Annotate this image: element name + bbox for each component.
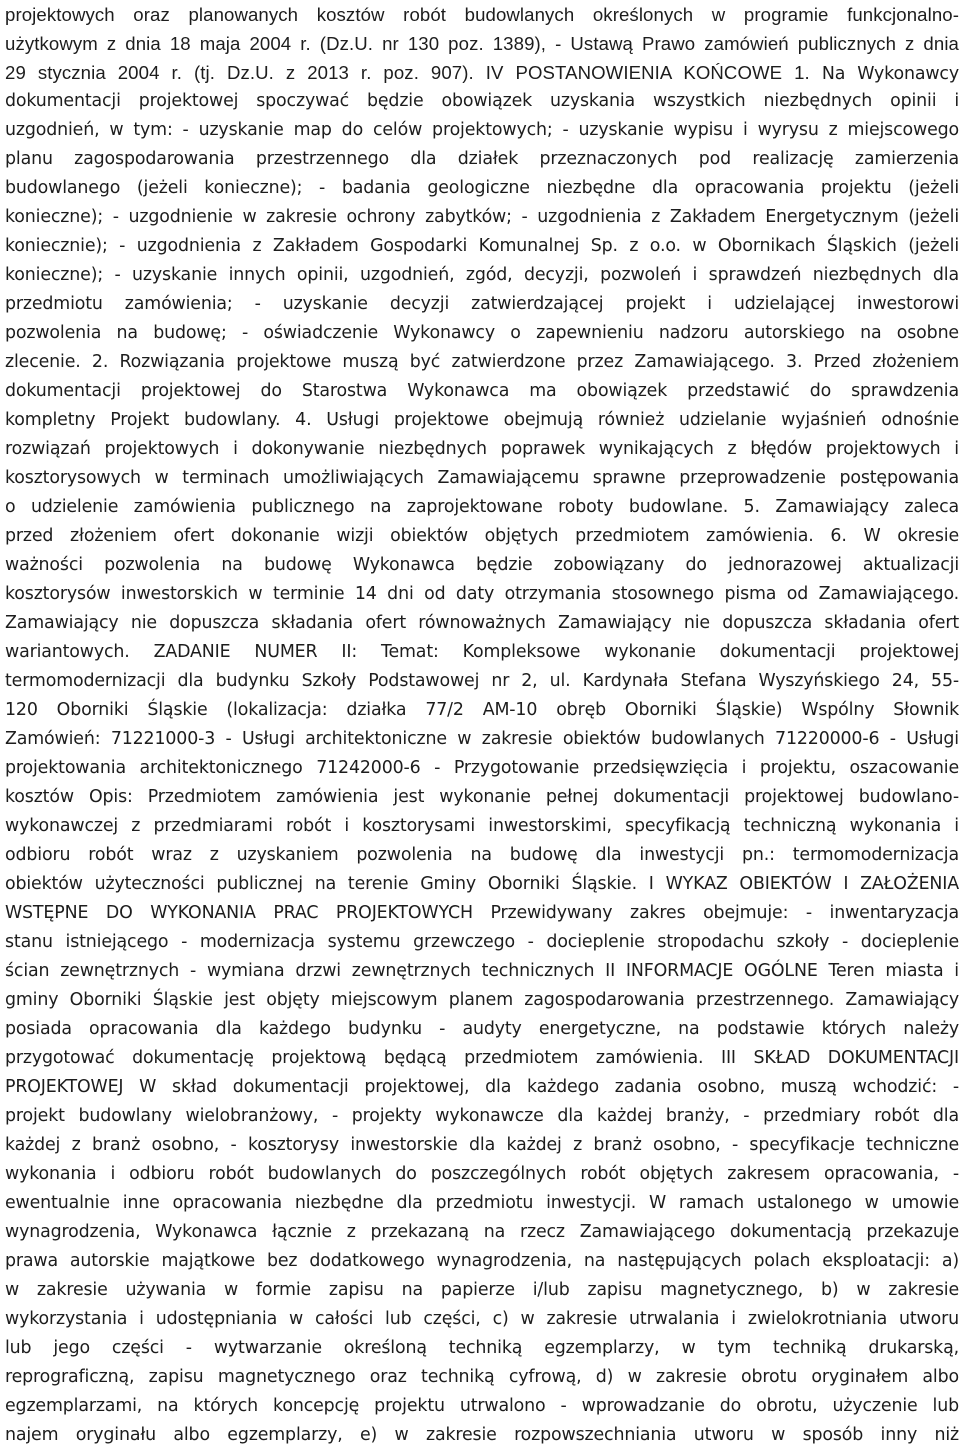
text-line: kosztów Opis: Przedmiotem zamówienia jest wykonanie pełnej dokumentacji projektowej budowlano- bbox=[5, 787, 959, 807]
text-line: egzemplarzami, na których koncepcję projektu utrwalono - wprowadzanie do obrotu, użyczenie lub bbox=[5, 1396, 959, 1416]
document-page bbox=[5, 0, 959, 1450]
text-line: projektowych oraz planowanych kosztów robót budowlanych określonych w programie funkcjonalno- bbox=[5, 4, 959, 25]
text-line: kosztorysów inwestorskich w terminie 14 dni od daty otrzymania stosownego pisma od Zamawiającego. bbox=[5, 584, 959, 604]
text-line: najem oryginału albo egzemplarzy, e) w zakresie rozpowszechniania utworu w sposób inny niż bbox=[5, 1425, 959, 1445]
text-line: przed złożeniem ofert dokonanie wizji obiektów objętych przedmiotem zamówienia. 6. W okresie bbox=[5, 526, 959, 546]
text-line: zlecenie. 2. Rozwiązania projektowe muszą być zatwierdzone przez Zamawiającego. 3. Przed złożeniem bbox=[5, 352, 959, 372]
text-line: wykonania i odbioru robót budowlanych do poszczególnych robót objętych zakresem opracowania, - bbox=[5, 1164, 959, 1184]
text-line: pozwolenia na budowę; - oświadczenie Wykonawcy o zapewnieniu nadzoru autorskiego na osobne bbox=[5, 323, 959, 343]
text-line: odbioru robót wraz z uzyskaniem pozwolenia na budowę dla inwestycji pn.: termomodernizacja bbox=[5, 845, 959, 865]
text-line: wynagrodzenia, Wykonawca łącznie z przekazaną na rzecz Zamawiającego dokumentacją przekazuje bbox=[5, 1222, 959, 1242]
text-line: konieczne); - uzyskanie innych opinii, uzgodnień, zgód, decyzji, pozwoleń i sprawdzeń niezbędnych dla bbox=[5, 265, 959, 285]
text-line: obiektów użyteczności publicznej na terenie Gminy Oborniki Śląskie. I WYKAZ OBIEKTÓW I ZAŁOŻENIA bbox=[5, 874, 959, 894]
text-line: koniecznie); - uzgodnienia z Zakładem Gospodarki Komunalnej Sp. z o.o. w Obornikach Śląskich (jeżeli bbox=[5, 236, 959, 256]
text-segment: 29 stycznia 2004 r. (tj. Dz.U. z 2013 r. poz. 907). IV POSTANOWIENIA KOŃCOWE 1. bbox=[5, 62, 810, 83]
text-line: w zakresie używania w formie zapisu na papierze i/lub zapisu magnetycznego, b) w zakresie bbox=[5, 1280, 959, 1300]
text-line: kosztorysowych w terminach umożliwiających Zamawiającemu sprawne przeprowadzenie postępowania bbox=[5, 468, 959, 488]
text-line: stanu istniejącego - modernizacja systemu grzewczego - docieplenie stropodachu szkoły - docieplenie bbox=[5, 932, 959, 952]
text-line: posiada opracowania dla każdego budynku - audyty energetyczne, na podstawie których należy bbox=[5, 1019, 959, 1039]
text-line: wykorzystania i udostępniania w całości lub części, c) w zakresie utrwalania i zwielokrotniania utworu bbox=[5, 1309, 959, 1329]
text-line: termomodernizacji dla budynku Szkoły Podstawowej nr 2, ul. Kardynała Stefana Wyszyńskiego 24, 55- bbox=[5, 671, 959, 691]
text-line: konieczne); - uzgodnienie w zakresie ochrony zabytków; - uzgodnienia z Zakładem Energetycznym (jeżeli bbox=[5, 207, 959, 227]
text-line: uzgodnień, w tym: - uzyskanie map do celów projektowych; - uzyskanie wypisu i wyrysu z miejscowego bbox=[5, 120, 959, 140]
text-line: ścian zewnętrznych - wymiana drzwi zewnętrznych technicznych II INFORMACJE OGÓLNE Teren miasta i bbox=[5, 961, 959, 981]
text-line: projekt budowlany wielobranżowy, - projekty wykonawcze dla każdej branży, - przedmiary robót dla bbox=[5, 1106, 959, 1126]
text-line: ważności pozwolenia na budowę Wykonawca będzie zobowiązany do jednorazowej aktualizacji bbox=[5, 555, 959, 575]
text-line: WSTĘPNE DO WYKONANIA PRAC PROJEKTOWYCH Przewidywany zakres obejmuje: - inwentaryzacja bbox=[5, 903, 959, 923]
text-line: reprograficzną, zapisu magnetycznego oraz techniką cyfrową, d) w zakresie obrotu oryginałem albo bbox=[5, 1367, 959, 1387]
text-line: Zamawiający nie dopuszcza składania ofert równoważnych Zamawiający nie dopuszcza składania ofert bbox=[5, 613, 959, 633]
text-line: budowlanego (jeżeli konieczne); - badania geologiczne niezbędne dla opracowania projektu (jeżeli bbox=[5, 178, 959, 198]
text-line: użytkowym z dnia 18 maja 2004 r. (Dz.U. nr 130 poz. 1389), - Ustawą Prawo zamówień publicznych z dnia bbox=[5, 33, 959, 54]
text-line: Zamówień: 71221000-3 - Usługi architektoniczne w zakresie obiektów budowlanych 71220000-6 - Usługi bbox=[5, 729, 959, 749]
text-line: planu zagospodarowania przestrzennego dla działek przeznaczonych pod realizację zamierzenia bbox=[5, 149, 959, 169]
text-line: prawa autorskie majątkowe bez dodatkowego wynagrodzenia, na następujących polach eksploatacji: a) bbox=[5, 1251, 959, 1271]
text-line: przedmiotu zamówienia; - uzyskanie decyzji zatwierdzającej projekt i udzielającej inwestorowi bbox=[5, 294, 959, 314]
text-line: rozwiązań projektowych i dokonywanie niezbędnych poprawek wynikających z błędów projektowych i bbox=[5, 439, 959, 459]
text-line: każdej z branż osobno, - kosztorysy inwestorskie dla każdej z branż osobno, - specyfikacje techniczne bbox=[5, 1135, 959, 1155]
text-line: przygotować dokumentację projektową będącą przedmiotem zamówienia. III SKŁAD DOKUMENTACJI bbox=[5, 1048, 959, 1068]
text-line: gminy Oborniki Śląskie jest objęty miejscowym planem zagospodarowania przestrzennego. Zamawiający bbox=[5, 990, 959, 1010]
text-line: kompletny Projekt budowlany. 4. Usługi projektowe obejmują również udzielanie wyjaśnień odnośnie bbox=[5, 410, 959, 430]
text-line: dokumentacji projektowej do Starostwa Wykonawca ma obowiązek przedstawić do sprawdzenia bbox=[5, 381, 959, 401]
text-line: 120 Oborniki Śląskie (lokalizacja: działka 77/2 AM-10 obręb Oborniki Śląskie) Wspólny Słownik bbox=[5, 700, 959, 720]
text-line-mixed bbox=[5, 58, 959, 87]
text-line: wykonawczej z przedmiarami robót i kosztorysami inwestorskimi, specyfikacją techniczną wykonania i bbox=[5, 816, 959, 836]
text-line: projektowania architektonicznego 71242000-6 - Przygotowanie przedsięwzięcia i projektu, oszacowanie bbox=[5, 758, 959, 778]
text-line: lub jego części - wytwarzanie określoną techniką egzemplarzy, w tym techniką drukarską, bbox=[5, 1338, 959, 1358]
text-line: wariantowych. ZADANIE NUMER II: Temat: Kompleksowe wykonanie dokumentacji projektowej bbox=[5, 642, 959, 662]
text-line: o udzielenie zamówienia publicznego na zaprojektowane roboty budowlane. 5. Zamawiający zaleca bbox=[5, 497, 959, 517]
text-line: dokumentacji projektowej spoczywać będzie obowiązek uzyskania wszystkich niezbędnych opinii i bbox=[5, 91, 959, 111]
text-segment: Na Wykonawcy bbox=[821, 64, 959, 84]
text-line: PROJEKTOWEJ W skład dokumentacji projektowej, dla każdego zadania osobno, muszą wchodzić: - bbox=[5, 1077, 959, 1097]
text-line: ewentualnie inne opracowania niezbędne dla przedmiotu inwestycji. W ramach ustalonego w umowie bbox=[5, 1193, 959, 1213]
